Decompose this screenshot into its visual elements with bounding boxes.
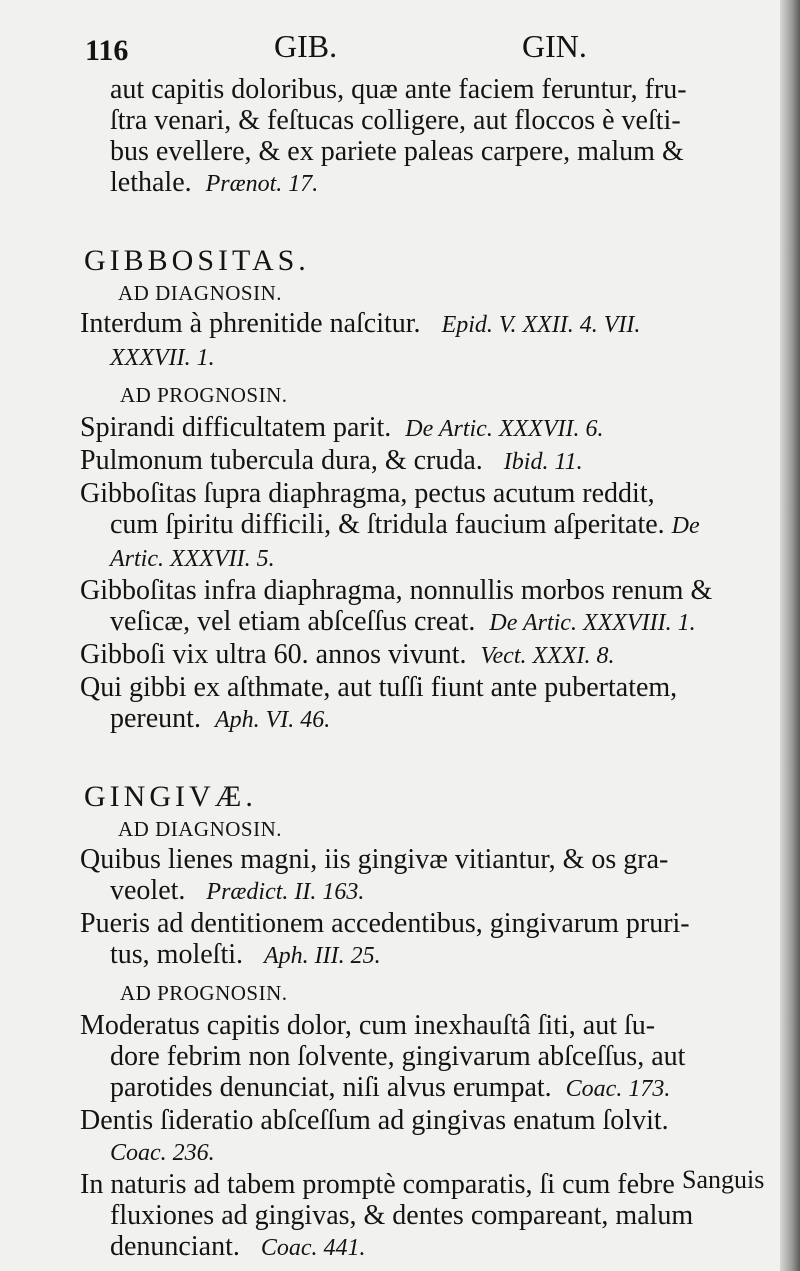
text-line: aut capitis doloribus, quæ ante faciem feruntur, fru- bbox=[110, 74, 687, 105]
entry-line bbox=[0, 542, 780, 575]
entry-line: Pueris ad dentitionem accedentibus, gingivarum prurі- bbox=[80, 908, 690, 939]
citation: Aph. III. 25. bbox=[264, 943, 381, 969]
text-line: bus evellere, & ex pariete paleas carpere, malum & bbox=[110, 136, 684, 167]
entry-line: veſicæ, vel etiam abſceſſus creat. De Artic. XXXVIII. 1. bbox=[110, 606, 696, 637]
citation: XXXVII. 1. bbox=[110, 345, 215, 371]
entry-line: denunciant. Coac. 441. bbox=[110, 1231, 366, 1262]
citation: Aph. VI. 46. bbox=[214, 707, 331, 733]
entry-line: tus, moleſti. Aph. III. 25. bbox=[110, 939, 381, 970]
entry-line: Gibboſitas ſupra diaphragma, pectus acutum reddit, bbox=[80, 478, 655, 509]
subheading: AD PROGNOSIN. bbox=[120, 981, 288, 1005]
citation: Artic. XXXVII. 5. bbox=[110, 546, 275, 572]
citation: Vect. XXXI. 8. bbox=[480, 643, 615, 669]
entry-line: Gibboſi vix ultra 60. annos vivunt. Vect. XXXI. 8. bbox=[80, 639, 615, 670]
text-line: lethale. Prænot. 17. bbox=[110, 167, 319, 198]
citation: Coac. 236. bbox=[110, 1140, 215, 1166]
entry-line: Spirandi difficultatem parit. De Artic. XXXVII. 6. bbox=[80, 412, 604, 443]
entry-line bbox=[0, 341, 780, 374]
citation: Coac. 441. bbox=[260, 1235, 366, 1261]
entry-line: Moderatus capitis dolor, cum inexhauſtâ ſiti, aut ſu- bbox=[80, 1010, 656, 1041]
entry-line: Interdum à phrenitide naſcitur. Epid. V. XXII. 4. VII. bbox=[80, 308, 641, 339]
citation: Prænot. 17. bbox=[205, 171, 319, 197]
entry-line: In naturis ad tabem promptè comparatis, ſi cum febre bbox=[80, 1169, 675, 1200]
section-heading: GINGIVÆ. bbox=[84, 780, 257, 813]
entry-line: Quibus lienes magni, iis gingivæ vitiantur, & os gra- bbox=[80, 844, 669, 875]
entry-line: Dentis ſideratio abſceſſum ad gingivas enatum ſolvit. bbox=[80, 1105, 669, 1136]
subheading: AD PROGNOSIN. bbox=[120, 383, 288, 407]
catchword: Sanguis bbox=[682, 1165, 765, 1194]
entry-line: veolet. Prædict. II. 163. bbox=[110, 875, 365, 906]
entry-line: fluxiones ad gingivas, & dentes compareant, malum bbox=[110, 1200, 694, 1231]
subheading: AD DIAGNOSIN. bbox=[118, 281, 282, 305]
header-right-title: GIN. bbox=[522, 28, 587, 64]
citation: Coac. 173. bbox=[565, 1076, 671, 1102]
subheading: AD DIAGNOSIN. bbox=[118, 817, 282, 841]
citation: De Artic. XXXVIII. 1. bbox=[489, 610, 696, 636]
entry-line: Qui gibbi ex aſthmate, aut tuſſi fiunt ante pubertatem, bbox=[80, 672, 678, 703]
page-body bbox=[0, 68, 780, 1264]
running-header bbox=[0, 28, 780, 68]
entry-line: parotides denunciat, niſi alvus erumpat. Coac. 173. bbox=[110, 1072, 671, 1103]
page-number: 116 bbox=[85, 34, 129, 67]
text-line: ſtra venari, & feſtucas colligere, aut floccos è veſti- bbox=[110, 105, 681, 136]
citation: De Artic. XXXVII. 6. bbox=[405, 416, 604, 442]
entry-line bbox=[0, 1136, 780, 1169]
citation: Epid. V. XXII. 4. VII. bbox=[441, 312, 641, 338]
book-spine-shadow bbox=[780, 0, 800, 1271]
entry-line: cum ſpiritu difficili, & ſtridula faucium aſperitate. De bbox=[110, 509, 700, 540]
entry-line: pereunt. Aph. VI. 46. bbox=[110, 703, 331, 734]
citation: Prædict. II. 163. bbox=[206, 879, 365, 905]
section-heading: GIBBOSITAS. bbox=[84, 244, 310, 277]
entry-line: dore febrim non ſolvente, gingivarum abſceſſus, aut bbox=[110, 1041, 686, 1072]
entry-line: Pulmonum tubercula dura, & cruda. Ibid. 11. bbox=[80, 445, 583, 476]
header-left-title: GIB. bbox=[274, 28, 338, 64]
citation: Ibid. 11. bbox=[503, 449, 583, 475]
entry-line: Gibboſitas infra diaphragma, nonnullis morbos renum & bbox=[80, 575, 713, 606]
citation: De bbox=[671, 513, 700, 539]
